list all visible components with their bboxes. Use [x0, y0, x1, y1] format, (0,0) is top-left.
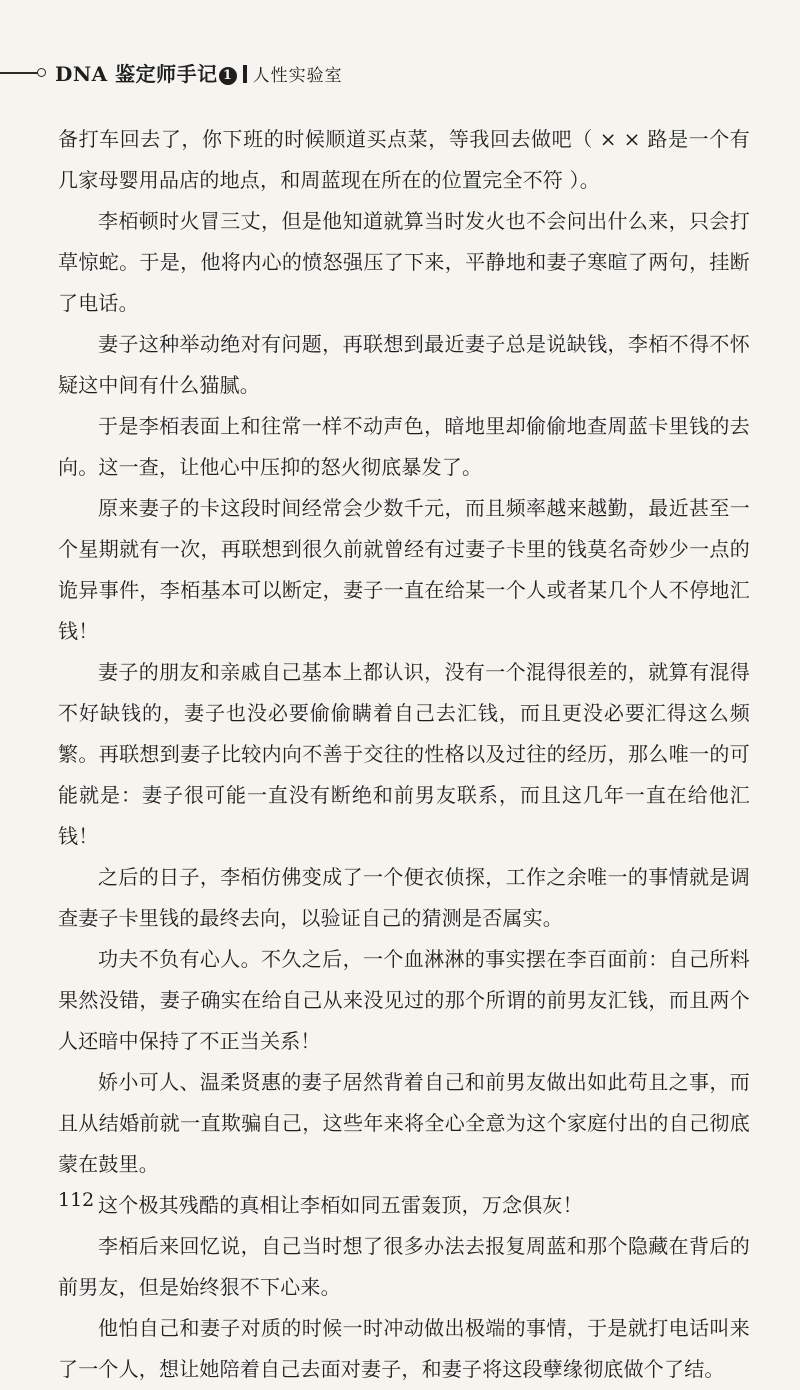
- paragraph: 于是李栢表面上和往常一样不动声色，暗地里却偷偷地查周蓝卡里钱的去向。这一查，让他心中压抑的怒火彻底暴发了。: [58, 414, 750, 479]
- header-rule: [0, 72, 38, 74]
- page-number: 112: [58, 1189, 95, 1211]
- paragraph: 李栢顿时火冒三丈，但是他知道就算当时发火也不会问出什么来，只会打草惊蛇。于是，他将内心的愤怒强压了下来，平静地和妻子寒暄了两句，挂断了电话。: [58, 209, 750, 315]
- header-ornament-circle: [37, 68, 46, 77]
- book-title: DNA 鉴定师手记: [55, 62, 218, 86]
- paragraph: 娇小可人、温柔贤惠的妻子居然背着自己和前男友做出如此苟且之事，而且从结婚前就一直欺骗自己，这些年来将全心全意为这个家庭付出的自己彻底蒙在鼓里。: [58, 1070, 750, 1176]
- paragraph: 妻子这种举动绝对有问题，再联想到最近妻子总是说缺钱，李栢不得不怀疑这中间有什么猫腻。: [58, 332, 750, 397]
- paragraph: 这个极其残酷的真相让李栢如同五雷轰顶，万念俱灰！: [98, 1193, 583, 1217]
- volume-number-badge: 1: [219, 67, 237, 85]
- paragraph: 功夫不负有心人。不久之后，一个血淋淋的事实摆在李百面前：自己所料果然没错，妻子确实在给自己从来没见过的那个所谓的前男友汇钱，而且两个人还暗中保持了不正当关系！: [58, 947, 750, 1053]
- header-title: [55, 58, 343, 87]
- page-body: [58, 119, 750, 1390]
- book-subtitle: 人性实验室: [252, 66, 343, 86]
- running-header: [0, 56, 800, 90]
- paragraph: 他怕自己和妻子对质的时候一时冲动做出极端的事情，于是就打电话叫来了一个人，想让她陪着自己去面对妻子，和妻子将这段孽缘彻底做个了结。: [58, 1316, 750, 1381]
- header-divider-bar: [243, 65, 247, 83]
- paragraph: 李栢后来回忆说，自己当时想了很多办法去报复周蓝和那个隐藏在背后的前男友，但是始终狠不下心来。: [58, 1234, 750, 1299]
- paragraph: 妻子的朋友和亲戚自己基本上都认识，没有一个混得很差的，就算有混得不好缺钱的，妻子也没必要偷偷瞒着自己去汇钱，而且更没必要汇得这么频繁。再联想到妻子比较内向不善于交往的性格以及过往的经历，那么唯一的可能就是：妻子很可能一直没有断绝和前男友联系，而且这几年一直在给他汇钱！: [58, 660, 750, 848]
- paragraph-continued: 备打车回去了，你下班的时候顺道买点菜，等我回去做吧（ × × 路是一个有几家母婴用品店的地点，和周蓝现在所在的位置完全不符 ）。: [58, 127, 750, 192]
- paragraph: 原来妻子的卡这段时间经常会少数千元，而且频率越来越勤，最近甚至一个星期就有一次，再联想到很久前就曾经有过妻子卡里的钱莫名奇妙少一点的诡异事件，李栢基本可以断定，妻子一直在给某一个人或者某几个人不停地汇钱！: [58, 496, 750, 643]
- paragraph: 之后的日子，李栢仿佛变成了一个便衣侦探，工作之余唯一的事情就是调查妻子卡里钱的最终去向，以验证自己的猜测是否属实。: [58, 865, 750, 930]
